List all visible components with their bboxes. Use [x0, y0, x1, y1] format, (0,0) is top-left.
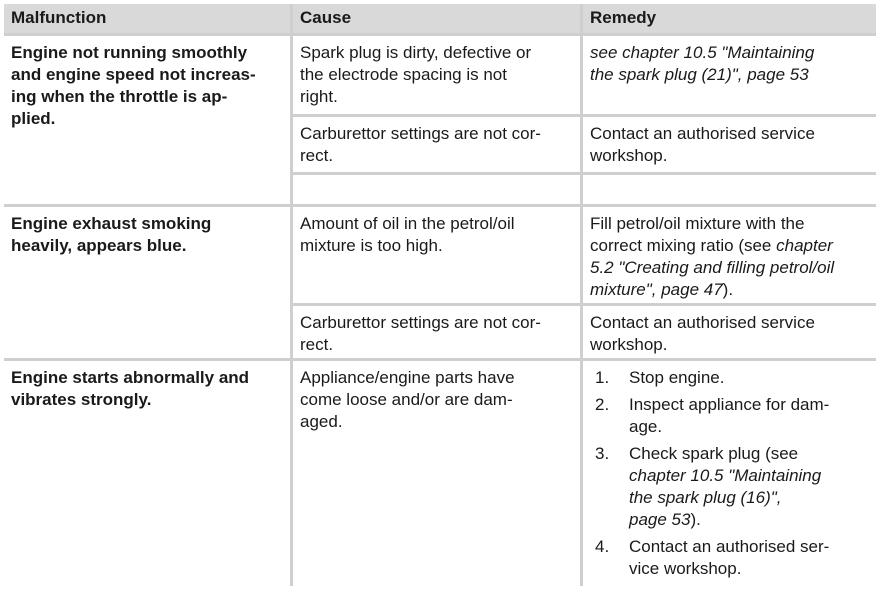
step-item [595, 536, 870, 580]
text-line: heavily, appears blue. [11, 236, 187, 255]
text-line: come loose and/or are dam- [300, 390, 513, 409]
row2-cause1 [293, 207, 580, 303]
text-line: aged. [300, 412, 343, 431]
text-line: see chapter 10.5 "Maintaining [590, 43, 815, 62]
text-line: mixture", page 47). [590, 280, 734, 299]
text-line: Spark plug is dirty, defective or [300, 43, 532, 62]
row3-remedy-steps [583, 361, 876, 586]
text-line: Contact an authorised ser- [629, 537, 830, 556]
header-malfunction: Malfunction [4, 4, 290, 33]
row3-malfunction [4, 361, 290, 586]
text-line: Engine exhaust smoking [11, 214, 212, 233]
steps-list [595, 367, 870, 580]
text-line: right. [300, 87, 338, 106]
row2-remedy2 [583, 306, 876, 358]
step-item [595, 367, 870, 389]
text-line: Engine starts abnormally and [11, 368, 250, 387]
text-line: mixture is too high. [300, 236, 443, 255]
row1-remedy1[interactable] [583, 36, 876, 114]
row1-cause3-empty [293, 175, 580, 204]
text-line: vibrates strongly. [11, 390, 152, 409]
text-line: the spark plug (21)", page 53 [590, 65, 809, 84]
text-line: Amount of oil in the petrol/oil [300, 214, 515, 233]
header-remedy: Remedy [583, 4, 876, 33]
row1-remedy2 [583, 117, 876, 172]
text-line: plied. [11, 109, 56, 128]
header-cause: Cause [293, 4, 580, 33]
text-line: Appliance/engine parts have [300, 368, 515, 387]
step-item [595, 394, 870, 438]
text-line: Check spark plug (see [629, 444, 799, 463]
text-line: chapter 10.5 "Maintaining [629, 466, 822, 485]
text-line: Inspect appliance for dam- [629, 395, 830, 414]
row2-remedy1[interactable] [583, 207, 876, 303]
text-line: Stop engine. [629, 368, 725, 387]
text-line: Contact an authorised service [590, 313, 815, 332]
step-number: 1. [595, 368, 610, 387]
text-line: Engine not running smoothly [11, 43, 248, 62]
row1-cause1 [293, 36, 580, 114]
text-line: workshop. [590, 146, 668, 165]
text-line: ing when the throttle is ap- [11, 87, 228, 106]
text-line: workshop. [590, 335, 668, 354]
row2-malfunction [4, 207, 290, 358]
malfunction-table [4, 4, 876, 586]
text-line: Contact an authorised service [590, 124, 815, 143]
text-line: age. [629, 417, 663, 436]
text-line: rect. [300, 146, 334, 165]
text-line: Carburettor settings are not cor- [300, 313, 541, 332]
text-line: Carburettor settings are not cor- [300, 124, 541, 143]
step-number: 4. [595, 537, 610, 556]
row1-remedy3-empty [583, 175, 876, 204]
text-line: Fill petrol/oil mixture with the [590, 214, 805, 233]
step-number: 2. [595, 395, 610, 414]
step-number: 3. [595, 444, 610, 463]
text-line: vice workshop. [629, 559, 742, 578]
text-line: page 53). [629, 510, 701, 529]
row2-cause2 [293, 306, 580, 358]
text-line: the electrode spacing is not [300, 65, 507, 84]
row3-cause1 [293, 361, 580, 586]
text-line: rect. [300, 335, 334, 354]
text-line: correct mixing ratio (see chapter [590, 236, 833, 255]
text-line: 5.2 "Creating and filling petrol/oil [590, 258, 835, 277]
row1-malfunction [4, 36, 290, 204]
step-item[interactable] [595, 443, 870, 531]
text-line: the spark plug (16)", [629, 488, 782, 507]
row1-cause2 [293, 117, 580, 172]
text-line: and engine speed not increas- [11, 65, 256, 84]
